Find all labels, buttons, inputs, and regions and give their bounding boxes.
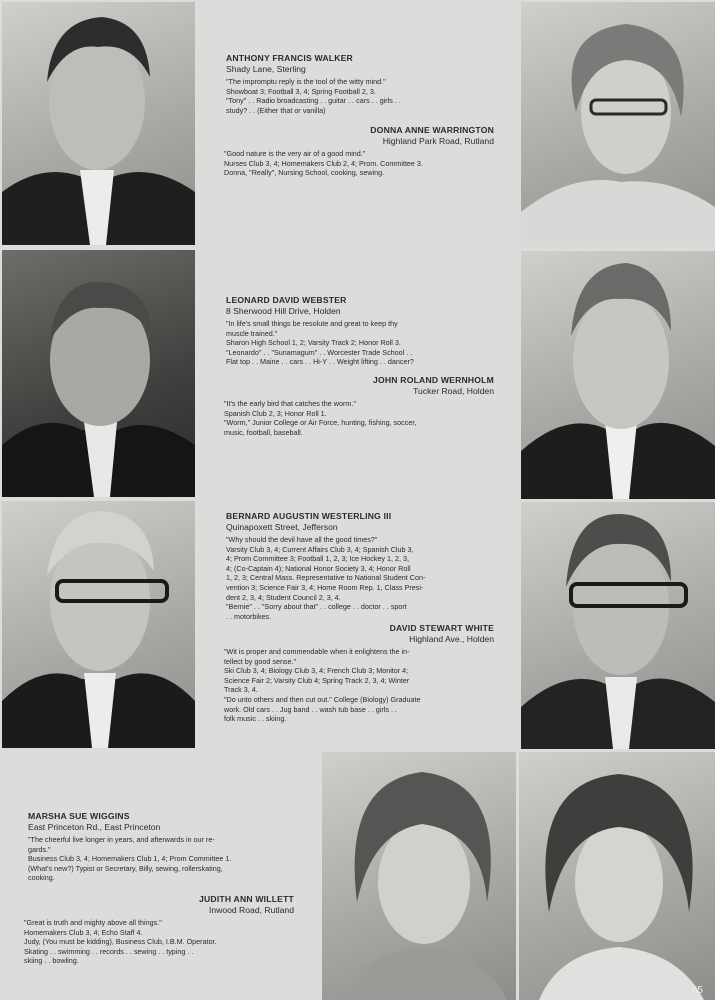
portrait-image xyxy=(2,250,195,497)
entry-line: dent 2, 3, 4; Student Council 2, 3, 4. xyxy=(226,592,341,602)
entry-wernholm xyxy=(224,375,494,437)
entry-line: skiing . . bowling. xyxy=(24,956,79,966)
entry-line: (What's new?) Typist or Secretary, Billy, sewing, rollerskating, xyxy=(28,863,223,873)
entry-line: Varsity Club 3, 4; Current Affairs Club 3, 4; Spanish Club 3, xyxy=(226,544,414,554)
student-name: JUDITH ANN WILLETT xyxy=(199,894,294,904)
student-name: DONNA ANNE WARRINGTON xyxy=(370,125,494,135)
entry-line: vention 3; Science Fair 3, 4; Home Room Rep. 1, Class Presi- xyxy=(226,582,424,592)
student-name: DAVID STEWART WHITE xyxy=(389,623,494,633)
entry-willett xyxy=(24,894,294,966)
portrait-photo-willett xyxy=(519,752,715,1000)
student-name: LEONARD DAVID WEBSTER xyxy=(226,295,347,305)
student-address: East Princeton Rd., East Princeton xyxy=(28,822,161,832)
entry-webster xyxy=(226,295,496,367)
entry-line: "Good nature is the very air of a good mind." xyxy=(224,149,366,158)
student-name: MARSHA SUE WIGGINS xyxy=(28,811,130,821)
student-name: BERNARD AUGUSTIN WESTERLING III xyxy=(226,511,392,521)
entry-line: muscle trained." xyxy=(226,328,278,338)
entry-line: Ski Club 3, 4; Biology Club 3, 4; French Club 3; Monitor 4; xyxy=(224,666,409,676)
entry-line: tellect by good sense." xyxy=(224,656,297,666)
entry-line: Spanish Club 2, 3; Honor Roll 1. xyxy=(224,408,327,418)
entry-line: "Do unto others and then cut out." College (Biology) Graduate xyxy=(224,694,421,704)
entry-line: 1, 2, 3; Central Mass. Representative to National Student Con- xyxy=(226,573,426,583)
entry-line: 4; Prom Committee 3; Football 1, 2, 3; Ice Hockey 1, 2, 3, xyxy=(226,554,409,564)
entry-line: Skating . . swimming . . records . . sewing . . typing . . xyxy=(24,946,194,956)
portrait-image xyxy=(521,2,715,247)
entry-line: Judy, (You must be kidding), Business Club, I.B.M. Operator. xyxy=(24,937,217,947)
student-address: Highland Park Road, Rutland xyxy=(382,136,494,146)
portrait-image xyxy=(322,752,516,1000)
entry-line: "Worm," Junior College or Air Force, hunting, fishing, soccer, xyxy=(224,418,417,428)
entry-line: study? . . (Either that or vanilla) xyxy=(226,105,326,115)
entry-line: "It's the early bird that catches the worm." xyxy=(224,399,356,408)
entry-walker xyxy=(226,53,496,115)
portrait-image xyxy=(521,502,715,749)
entry-line: Homemakers Club 3, 4; Echo Staff 4. xyxy=(24,927,143,937)
portrait-photo-webster xyxy=(2,250,195,497)
portrait-photo-white xyxy=(521,502,715,749)
student-name: ANTHONY FRANCIS WALKER xyxy=(226,53,353,63)
entry-line: "Tony" . . Radio broadcasting . . guitar . . cars . . girls . . xyxy=(226,96,401,106)
entry-line: "The cheerful live longer in years, and afterwards in our re- xyxy=(28,835,215,844)
entry-line: "The impromptu reply is the tool of the witty mind." xyxy=(226,77,386,86)
student-address: Tucker Road, Holden xyxy=(413,386,494,396)
entry-line: Science Fair 2; Varsity Club 4; Spring Track 2, 3, 4; Winter xyxy=(224,675,410,685)
student-address: Inwood Road, Rutland xyxy=(208,905,294,915)
portrait-photo-walker xyxy=(2,2,195,245)
entry-line: "Leonardo" . . "Sunamagum" . . Worcester Trade School . . xyxy=(226,347,413,357)
student-address: Highland Ave., Holden xyxy=(409,634,494,644)
entry-line: . . motorbikes. xyxy=(226,611,272,621)
student-address: Shady Lane, Sterling xyxy=(226,64,306,74)
entry-line: Track 3, 4. xyxy=(224,685,258,695)
entry-westerling xyxy=(226,511,496,621)
entry-line: "In life's small things be resolute and great to keep thy xyxy=(226,319,398,328)
entry-wiggins xyxy=(28,811,298,883)
entry-line: "Great is truth and mighty above all things." xyxy=(24,918,162,927)
entry-line: "Why should the devil have all the good times?" xyxy=(226,535,378,544)
entry-line: Sharon High School 1, 2; Varsity Track 2; Honor Roll 3. xyxy=(226,338,401,348)
entry-line: folk music . . skiing. xyxy=(224,714,287,724)
entry-line: Showboat 3; Football 3, 4; Spring Football 2, 3. xyxy=(226,86,376,96)
entry-white xyxy=(224,623,494,724)
portrait-image xyxy=(521,251,715,499)
entry-line: Donna, "Really", Nursing School, cooking, sewing. xyxy=(224,168,385,178)
portrait-photo-wiggins xyxy=(322,752,516,1000)
page-number: 65 xyxy=(691,985,703,996)
student-name: JOHN ROLAND WERNHOLM xyxy=(373,375,494,385)
portrait-image xyxy=(2,501,195,748)
portrait-photo-westerling xyxy=(2,501,195,748)
portrait-image xyxy=(519,752,715,1000)
entry-line: 4; (Co-Captain 4); National Honor Society 3, 4; Honor Roll xyxy=(226,563,411,573)
entry-line: Business Club 3, 4; Homemakers Club 1, 4; Prom Committee 1. xyxy=(28,854,232,864)
entry-line: cooking. xyxy=(28,873,55,883)
portrait-photo-warrington xyxy=(521,2,715,247)
entry-line: Flat top . . Maine . . cars . . Hi-Y . . Weight lifting . . dancer? xyxy=(226,357,414,367)
student-address: Quinapoxett Street, Jefferson xyxy=(226,522,338,532)
entry-line: gards." xyxy=(28,844,51,854)
entry-line: "Wit is proper and commendable when it enlightens the in- xyxy=(224,647,410,656)
portrait-image xyxy=(2,2,195,245)
student-address: 8 Sherwood Hill Drive, Holden xyxy=(226,306,341,316)
entry-line: Nurses Club 3, 4; Homemakers Club 2, 4; Prom. Committee 3. xyxy=(224,158,423,168)
entry-warrington xyxy=(224,125,494,178)
entry-line: "Bernie" . . "Sorry about that" . . college . . doctor . . sport xyxy=(226,602,407,612)
portrait-photo-wernholm xyxy=(521,251,715,499)
entry-line: work. Old cars . . Jug band . . wash tub base . . girls . . xyxy=(224,704,397,714)
entry-line: music, football, baseball. xyxy=(224,427,303,437)
